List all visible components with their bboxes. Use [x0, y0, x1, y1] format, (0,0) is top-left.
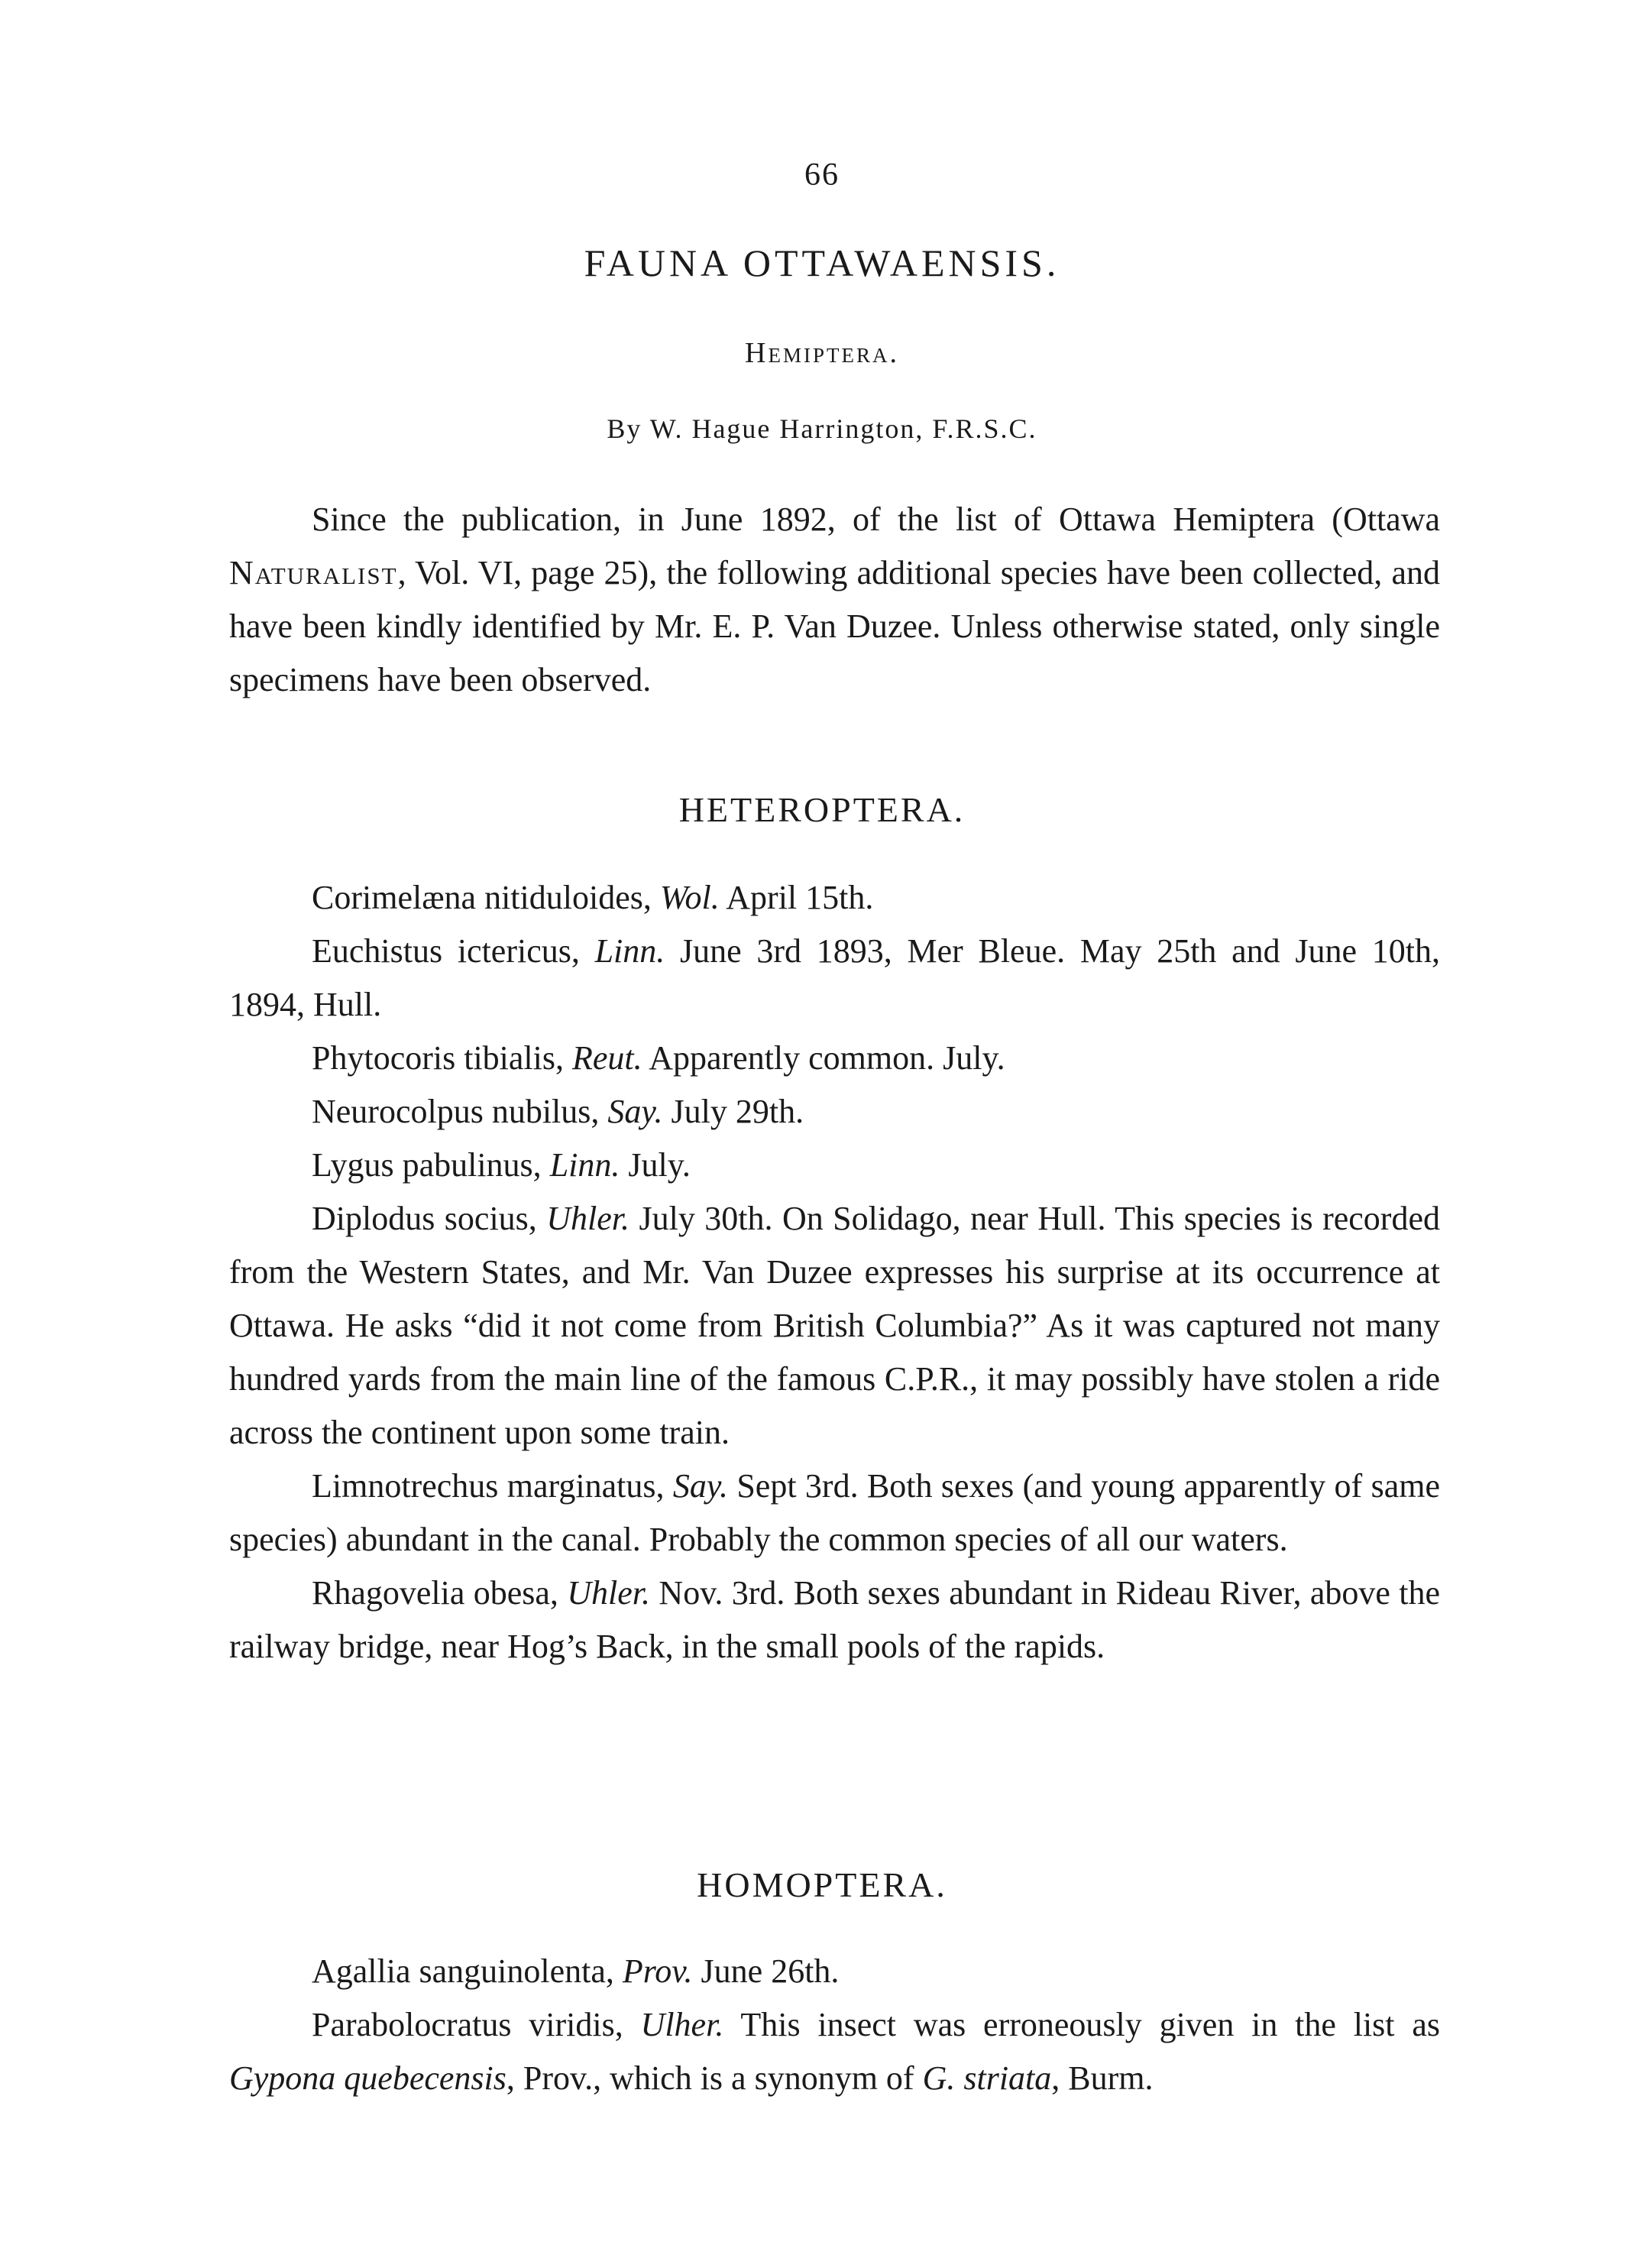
species-author: Say. — [607, 1093, 663, 1130]
species-name: Phytocoris tibialis, — [312, 1039, 572, 1077]
species-name: Agallia sanguinolenta, — [312, 1952, 623, 1990]
species-note: July 30th. On Solidago, near Hull. This species is recorded from the Western States, and Mr. Van Duzee expresses his surprise at its occurrence at Ottawa. He asks “did it not come from British Columbia?” As it was captured not many hundred yards from the main line of the famous C.P.R., it may possibly have stolen a ride across the continent upon some train. — [229, 1200, 1440, 1451]
species-author: Prov. — [622, 1952, 693, 1990]
page-title: FAUNA OTTAWAENSIS. — [584, 241, 1060, 284]
homoptera-list — [229, 1945, 1440, 2105]
species-author: Linn. — [594, 932, 665, 970]
page-number: 66 — [804, 157, 840, 193]
species-entry — [229, 1567, 1440, 1673]
species-name: Limnotrechus marginatus, — [312, 1467, 673, 1505]
species-entry — [229, 1460, 1440, 1567]
intro-text-part1: Since the publication, in June 1892, of the list of Ottawa Hemiptera (Ottawa — [312, 501, 1440, 538]
species-author: Reut. — [572, 1039, 642, 1077]
species-note: This insect was erroneously given in the list as — [723, 2006, 1440, 2043]
synonym-name: G. striata — [922, 2059, 1052, 2097]
species-note: April 15th. — [719, 879, 874, 916]
intro-text-part2: , Vol. VI, page 25), the following additional species have been collected, and have been kindly identified by Mr. E. P. Van Duzee. Unless otherwise stated, only single specimens have been observed. — [229, 554, 1440, 698]
species-name: Parabolocratus viridis, — [312, 2006, 641, 2043]
species-note-cont: , Prov., which is a synonym of — [506, 2059, 923, 2097]
species-entry — [229, 1032, 1440, 1085]
species-note: Apparently common. July. — [642, 1039, 1005, 1077]
species-author: Say. — [672, 1467, 728, 1505]
species-note: July. — [620, 1146, 691, 1184]
species-entry — [229, 871, 1440, 925]
species-name: Diplodus socius, — [312, 1200, 547, 1237]
author-byline: By W. Hague Harrington, F.R.S.C. — [607, 413, 1037, 444]
species-author: Wol. — [659, 879, 720, 916]
species-name: Neurocolpus nubilus, — [312, 1093, 608, 1130]
intro-paragraph — [229, 493, 1440, 707]
species-entry — [229, 1192, 1440, 1460]
species-author: Uhler. — [567, 1574, 651, 1612]
journal-name: Naturalist — [229, 554, 398, 591]
species-note: July 29th. — [662, 1093, 804, 1130]
species-entry — [229, 1085, 1440, 1139]
species-note: Nov. 3rd. Both sexes abundant in Rideau River, above the railway bridge, near Hog’s Back, in the small pools of the rapids. — [229, 1574, 1440, 1665]
species-note-end: , Burm. — [1051, 2059, 1154, 2097]
species-name: Corimelæna nitiduloides, — [312, 879, 660, 916]
species-name: Euchistus ictericus, — [312, 932, 595, 970]
species-entry — [229, 925, 1440, 1032]
intro-section — [229, 493, 1440, 707]
species-author: Ulher. — [640, 2006, 724, 2043]
heteroptera-list — [229, 871, 1440, 1673]
species-note: June 26th. — [692, 1952, 840, 1990]
species-name: Rhagovelia obesa, — [312, 1574, 568, 1612]
order-title: Hemiptera. — [745, 337, 899, 369]
synonym-name: Gypona quebecensis — [229, 2059, 506, 2097]
species-author: Linn. — [549, 1146, 620, 1184]
species-entry — [229, 1998, 1440, 2105]
heteroptera-heading: HETEROPTERA. — [678, 790, 966, 829]
species-note: June 3rd 1893, Mer Bleue. May 25th and June 10th, 1894, Hull. — [229, 932, 1440, 1023]
species-author: Uhler. — [546, 1200, 630, 1237]
species-entry — [229, 1945, 1440, 1998]
homoptera-heading: HOMOPTERA. — [697, 1865, 947, 1904]
species-note: Sept 3rd. Both sexes (and young apparently of same species) abundant in the canal. Probably the common species of all our waters. — [229, 1467, 1440, 1558]
species-name: Lygus pabulinus, — [312, 1146, 550, 1184]
species-entry — [229, 1139, 1440, 1192]
